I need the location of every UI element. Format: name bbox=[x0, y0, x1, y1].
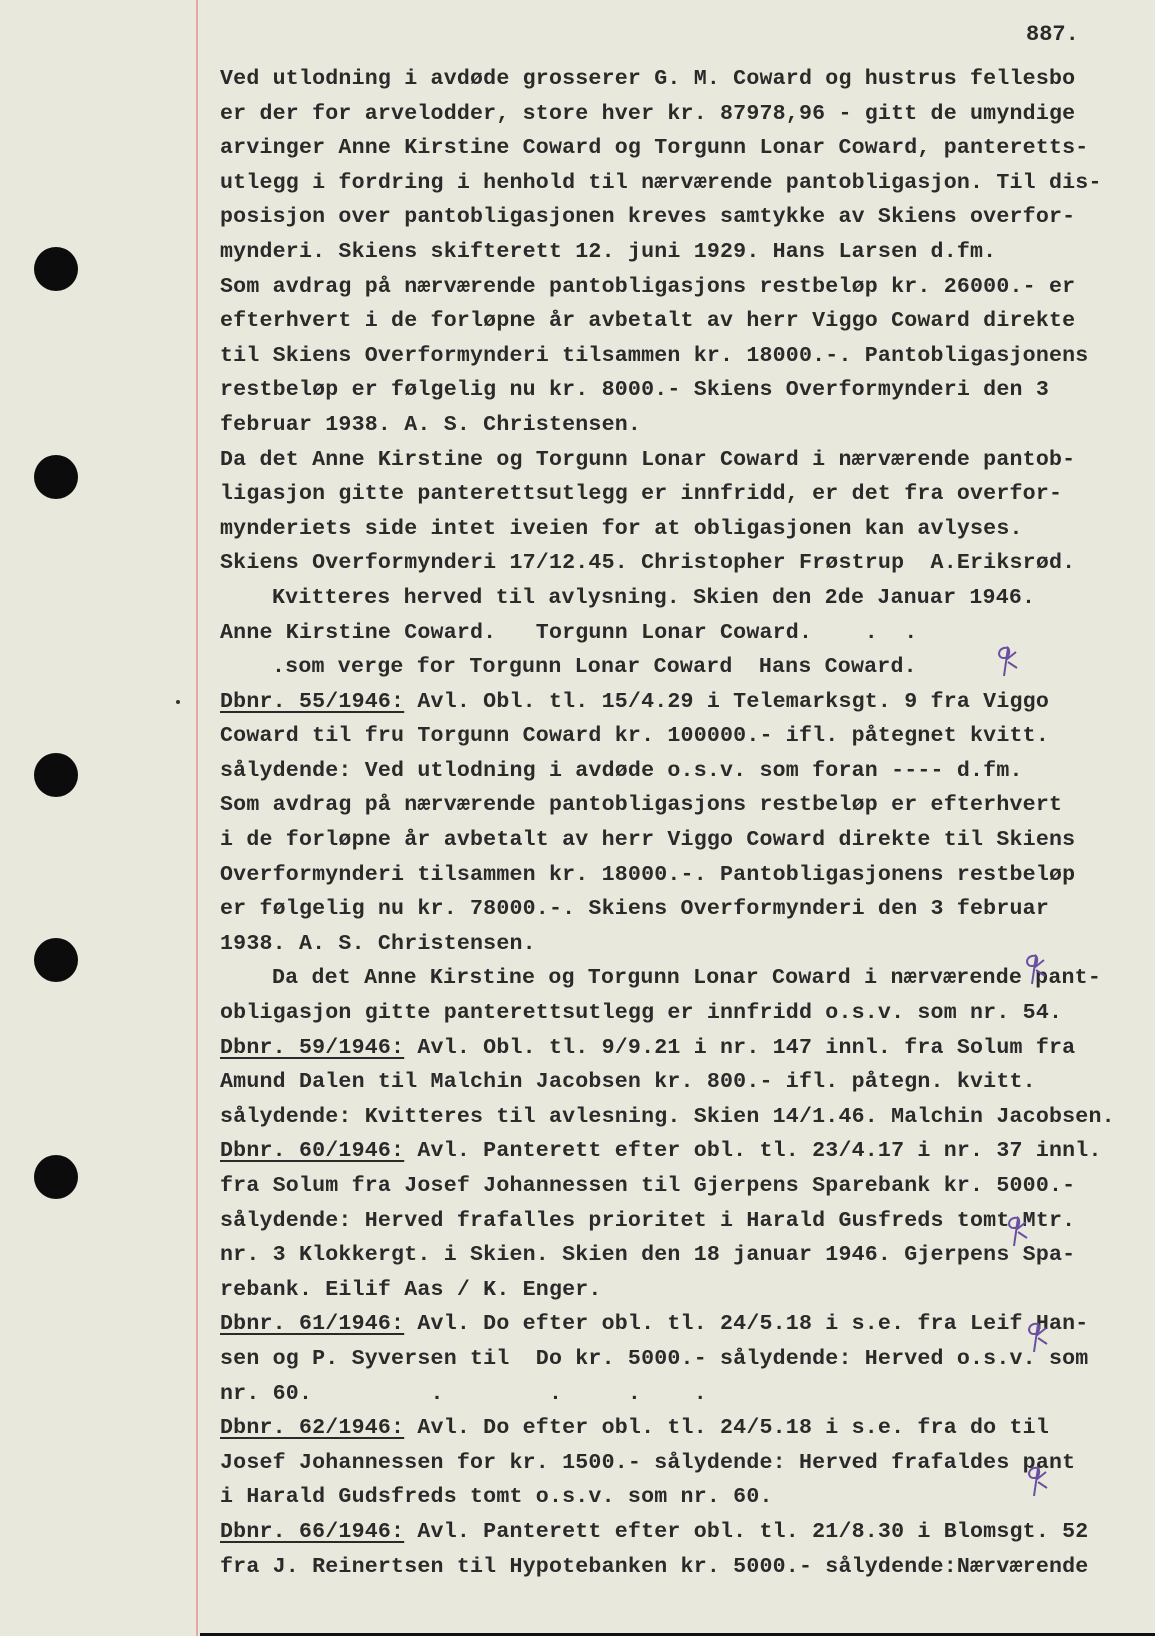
entry-number: Dbnr. 66/1946: bbox=[220, 1519, 405, 1544]
line-text: Avl. Obl. tl. 9/9.21 i nr. 147 innl. fra Solum fra bbox=[404, 1035, 1076, 1060]
text-line bbox=[220, 443, 1150, 478]
line-text: rebank. Eilif Aas / K. Enger. bbox=[220, 1277, 602, 1302]
entry-heading-line bbox=[220, 1134, 1150, 1169]
entry-heading-line bbox=[220, 1515, 1150, 1550]
line-text: i de forløpne år avbetalt av herr Viggo Coward direkte til Skiens bbox=[220, 828, 1076, 853]
handwritten-initials bbox=[1000, 1212, 1030, 1252]
text-line bbox=[220, 373, 1150, 408]
entry-heading-line bbox=[220, 1411, 1150, 1446]
text-line bbox=[220, 1065, 1150, 1100]
text-line bbox=[220, 1446, 1150, 1481]
entry-number: Dbnr. 55/1946: bbox=[220, 689, 405, 714]
line-text: efterhvert i de forløpne år avbetalt av herr Viggo Coward direkte bbox=[220, 309, 1076, 334]
line-text: Da det Anne Kirstine og Torgunn Lonar Coward i nærværende pantob- bbox=[220, 447, 1076, 472]
text-line bbox=[220, 823, 1150, 858]
handwritten-initials bbox=[1020, 1462, 1050, 1502]
binder-hole bbox=[34, 938, 78, 982]
text-line bbox=[220, 892, 1150, 927]
line-text: mynderi. Skiens skifterett 12. juni 1929. Hans Larsen d.fm. bbox=[220, 239, 997, 264]
text-line bbox=[220, 97, 1150, 132]
line-text: Avl. Do efter obl. tl. 24/5.18 i s.e. fra Leif Han- bbox=[404, 1312, 1089, 1337]
text-line bbox=[220, 408, 1150, 443]
text-line bbox=[220, 1377, 1150, 1412]
binder-hole bbox=[34, 247, 78, 291]
entry-number: Dbnr. 60/1946: bbox=[220, 1139, 405, 1164]
text-line bbox=[220, 581, 1150, 616]
line-text: sålydende: Ved utlodning i avdøde o.s.v. som foran ---- d.fm. bbox=[220, 758, 1023, 783]
line-text: Overformynderi tilsammen kr. 18000.-. Pantobligasjonens restbeløp bbox=[220, 862, 1076, 887]
line-text: 1938. A. S. Christensen. bbox=[220, 931, 536, 956]
line-text: Som avdrag på nærværende pantobligasjons restbeløp kr. 26000.- er bbox=[220, 274, 1076, 299]
text-line bbox=[220, 546, 1150, 581]
line-text: fra J. Reinertsen til Hypotebanken kr. 5000.- sålydende:Nærværende bbox=[220, 1554, 1089, 1579]
text-line bbox=[220, 131, 1150, 166]
text-line bbox=[220, 1273, 1150, 1308]
text-line bbox=[220, 270, 1150, 305]
line-text: Ved utlodning i avdøde grosserer G. M. Coward og hustrus fellesbo bbox=[220, 67, 1076, 91]
text-line bbox=[220, 477, 1150, 512]
line-text: Da det Anne Kirstine og Torgunn Lonar Coward i nærværende pant- bbox=[272, 966, 1101, 991]
line-text: er følgelig nu kr. 78000.-. Skiens Overformynderi den 3 februar bbox=[220, 897, 1049, 922]
line-text: Josef Johannessen for kr. 1500.- sålydende: Herved frafaldes pant bbox=[220, 1450, 1076, 1475]
line-text: Anne Kirstine Coward. Torgunn Lonar Coward. . . bbox=[220, 620, 918, 645]
text-line bbox=[220, 858, 1150, 893]
text-line bbox=[220, 166, 1150, 201]
handwritten-initials bbox=[990, 642, 1020, 682]
line-text: Avl. Panterett efter obl. tl. 21/8.30 i Blomsgt. 52 bbox=[404, 1519, 1089, 1544]
text-line bbox=[220, 512, 1150, 547]
text-line bbox=[220, 719, 1150, 754]
text-line bbox=[220, 200, 1150, 235]
line-text: Avl. Obl. tl. 15/4.29 i Telemarksgt. 9 fra Viggo bbox=[404, 689, 1049, 714]
line-text: sen og P. Syversen til Do kr. 5000.- sålydende: Herved o.s.v. som bbox=[220, 1346, 1089, 1371]
line-text: sålydende: Kvitteres til avlesning. Skien 14/1.46. Malchin Jacobsen. bbox=[220, 1104, 1115, 1129]
line-text: ligasjon gitte panterettsutlegg er innfridd, er det fra overfor- bbox=[220, 482, 1063, 507]
line-text: obligasjon gitte panterettsutlegg er innfridd o.s.v. som nr. 54. bbox=[220, 1001, 1063, 1026]
handwritten-initials bbox=[1018, 950, 1048, 990]
margin-rule bbox=[196, 0, 198, 1636]
entry-heading-line bbox=[220, 685, 1150, 720]
line-text: Coward til fru Torgunn Coward kr. 100000.- ifl. påtegnet kvitt. bbox=[220, 724, 1049, 749]
handwritten-initials bbox=[1020, 1318, 1050, 1358]
binder-hole bbox=[34, 1155, 78, 1199]
line-text: Kvitteres herved til avlysning. Skien den 2de Januar 1946. bbox=[272, 585, 1036, 610]
line-text: er der for arvelodder, store hver kr. 87978,96 - gitt de umyndige bbox=[220, 101, 1076, 126]
line-text: Skiens Overformynderi 17/12.45. Christopher Frøstrup A.Eriksrød. bbox=[220, 551, 1076, 576]
entry-heading-line bbox=[220, 1031, 1150, 1066]
entry-number: Dbnr. 62/1946: bbox=[220, 1416, 405, 1441]
line-text: februar 1938. A. S. Christensen. bbox=[220, 412, 642, 437]
binder-hole bbox=[34, 455, 78, 499]
text-line bbox=[220, 961, 1150, 996]
text-line bbox=[220, 1550, 1150, 1585]
entry-number: Dbnr. 61/1946: bbox=[220, 1312, 405, 1337]
page-number: 887. bbox=[1026, 22, 1079, 47]
text-line bbox=[220, 62, 1150, 97]
line-text: mynderiets side intet iveien for at obligasjonen kan avlyses. bbox=[220, 516, 1023, 541]
line-text: .som verge for Torgunn Lonar Coward Hans Coward. bbox=[272, 655, 917, 680]
speck bbox=[176, 700, 180, 704]
line-text: Som avdrag på nærværende pantobligasjons restbeløp er efterhvert bbox=[220, 793, 1063, 818]
entry-number: Dbnr. 59/1946: bbox=[220, 1035, 405, 1060]
text-line bbox=[220, 339, 1150, 374]
text-line bbox=[220, 1342, 1150, 1377]
line-text: arvinger Anne Kirstine Coward og Torgunn Lonar Coward, panteretts- bbox=[220, 136, 1089, 161]
text-line bbox=[220, 304, 1150, 339]
line-text: nr. 3 Klokkergt. i Skien. Skien den 18 januar 1946. Gjerpens Spa- bbox=[220, 1243, 1076, 1268]
text-line bbox=[220, 788, 1150, 823]
text-line bbox=[220, 1169, 1150, 1204]
line-text: restbeløp er følgelig nu kr. 8000.- Skiens Overformynderi den 3 bbox=[220, 378, 1049, 403]
text-line bbox=[220, 235, 1150, 270]
line-text: nr. 60. . . . . bbox=[220, 1381, 707, 1406]
line-text: posisjon over pantobligasjonen kreves samtykke av Skiens overfor- bbox=[220, 205, 1076, 230]
text-line bbox=[220, 996, 1150, 1031]
entry-heading-line bbox=[220, 1307, 1150, 1342]
text-line bbox=[220, 1480, 1150, 1515]
document-body bbox=[220, 62, 1150, 1584]
line-text: Amund Dalen til Malchin Jacobsen kr. 800.- ifl. påtegn. kvitt. bbox=[220, 1070, 1036, 1095]
line-text: sålydende: Herved frafalles prioritet i Harald Gusfreds tomt Mtr. bbox=[220, 1208, 1076, 1233]
line-text: til Skiens Overformynderi tilsammen kr. 18000.-. Pantobligasjonens bbox=[220, 343, 1089, 368]
text-line bbox=[220, 754, 1150, 789]
line-text: Avl. Do efter obl. tl. 24/5.18 i s.e. fra do til bbox=[404, 1416, 1049, 1441]
line-text: fra Solum fra Josef Johannessen til Gjerpens Sparebank kr. 5000.- bbox=[220, 1174, 1076, 1198]
line-text: i Harald Gudsfreds tomt o.s.v. som nr. 60. bbox=[220, 1485, 773, 1510]
line-text: utlegg i fordring i henhold til nærværende pantobligasjon. Til dis- bbox=[220, 170, 1102, 195]
text-line bbox=[220, 1100, 1150, 1135]
text-line bbox=[220, 927, 1150, 962]
binder-hole bbox=[34, 753, 78, 797]
line-text: Avl. Panterett efter obl. tl. 23/4.17 i nr. 37 innl. bbox=[404, 1139, 1102, 1164]
